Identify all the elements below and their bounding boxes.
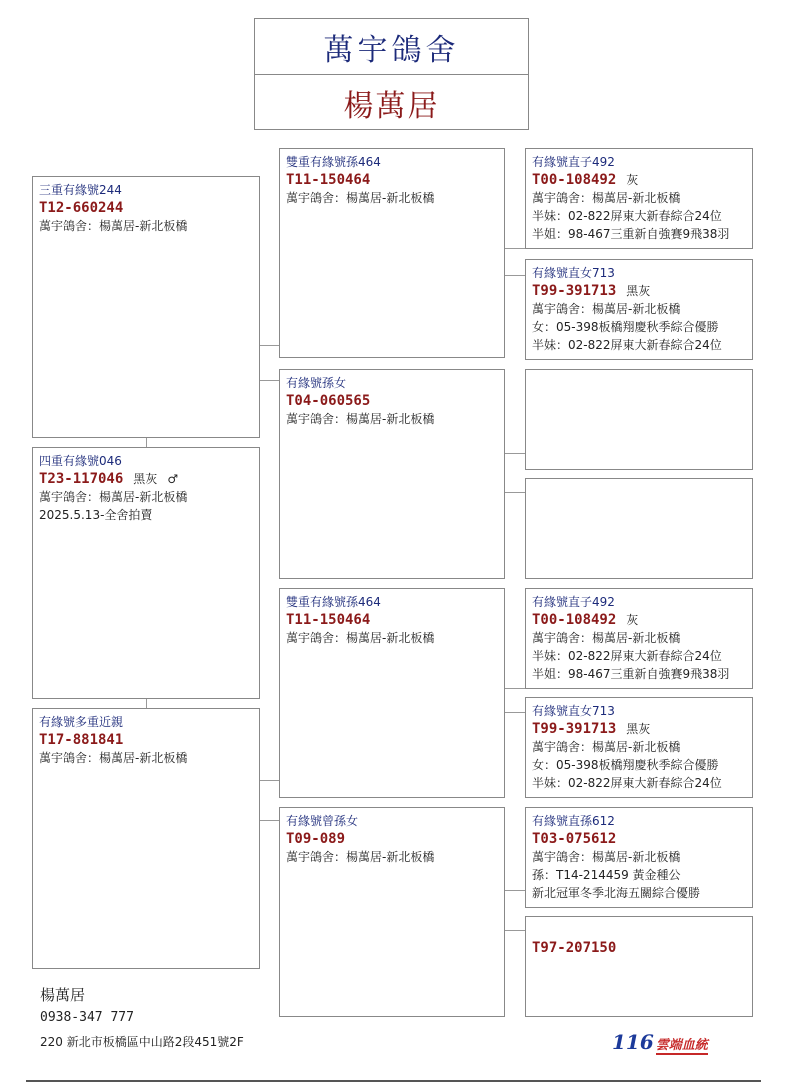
ring-number: T04-060565 [286,393,371,409]
bird-info-line: 萬宇鴿舍：楊萬居-新北板橋 [286,191,435,205]
connector [260,380,280,381]
footer-address: 220 新北市板橋區中山路2段451號2F [40,1035,244,1049]
bird-info-line: 半妹：02-822屏東大新春綜合24位 [532,776,722,790]
pedigree-card-gen2 [279,807,505,1017]
ring-number: T03-075612 [532,831,617,847]
bottom-divider [26,1080,761,1082]
footer-owner-name: 楊萬居 [40,986,86,1004]
pedigree-card-gen2 [279,588,505,798]
bird-color: 灰 [626,613,639,627]
bird-color: 黑灰 [133,472,158,486]
bird-info-line: 半妹：02-822屏東大新春綜合24位 [532,649,722,663]
bird-info-line: 萬宇鴿舍：楊萬居-新北板橋 [532,302,681,316]
bird-info-line: 萬宇鴿舍：楊萬居-新北板橋 [286,850,435,864]
bird-info-line: 半姐：98-467三重新自強賽9飛38羽 [532,227,730,241]
connector [505,275,525,276]
bird-title: 四重有緣號046 [39,454,122,468]
ring-line [532,282,746,300]
bird-title: 有緣號直子492 [532,595,615,609]
ring-number: T23-117046 [39,471,124,487]
pedigree-card-gen3 [525,697,753,798]
bird-info-line: 孫：T14-214459 黃金種公 [532,868,681,882]
pedigree-card-gen3-empty [525,369,753,470]
ring-number: T09-089 [286,831,346,847]
bird-info-line: 萬宇鴿舍：楊萬居-新北板橋 [286,631,435,645]
pedigree-card-gen3 [525,588,753,689]
connector [146,698,147,708]
ring-number: T99-391713 [532,283,617,299]
bird-title: 有緣號直孫612 [532,814,615,828]
connector [505,712,525,713]
ring-number: T99-391713 [532,721,617,737]
pedigree-card-gen2 [279,369,505,579]
bird-title: 有緣號多重近親 [39,715,124,729]
bird-info-line: 女：05-398板橋翔慶秋季綜合優勝 [532,758,719,772]
bird-info-line: 萬宇鴿舍：楊萬居-新北板橋 [532,850,681,864]
ring-line [39,470,253,488]
pedigree-card-gen3-empty [525,478,753,579]
bird-info-line: 2025.5.13-全舍拍賣 [39,508,153,522]
ring-number: T11-150464 [286,612,371,628]
cloud-pedigree-logo [612,1030,708,1055]
bird-info-line: 萬宇鴿舍：楊萬居-新北板橋 [39,751,188,765]
loft-name: 萬宇鴿舍 [255,19,528,75]
male-icon: ♂ [167,472,179,486]
bird-title: 三重有緣號244 [39,183,122,197]
bird-title: 有緣號直子492 [532,155,615,169]
bird-info-line: 萬宇鴿舍：楊萬居-新北板橋 [39,490,188,504]
pedigree-card-gen3 [525,916,753,1017]
bird-info-line: 萬宇鴿舍：楊萬居-新北板橋 [39,219,188,233]
bird-info-line: 半妹：02-822屏東大新春綜合24位 [532,209,722,223]
connector [505,890,525,891]
bird-title: 有緣號直女713 [532,704,615,718]
ring-line [532,611,746,629]
pedigree-card-sire [32,176,260,438]
pedigree-card-subject [32,447,260,699]
bird-color: 黑灰 [626,722,651,736]
bird-info-line: 萬宇鴿舍：楊萬居-新北板橋 [286,412,435,426]
ring-line [532,171,746,189]
logo-text: 雲端血統 [656,1034,708,1055]
pedigree-card-gen3 [525,148,753,249]
ring-number: T00-108492 [532,172,617,188]
ring-number: T12-660244 [39,200,124,216]
connector [505,492,525,493]
pedigree-card-dam [32,708,260,969]
connector [146,437,147,447]
logo-number: 116 [612,1030,654,1054]
header-box [254,18,529,130]
bird-title: 有緣號曾孫女 [286,814,359,828]
bird-info-line: 半妹：02-822屏東大新春綜合24位 [532,338,722,352]
bird-title: 有緣號直女713 [532,266,615,280]
footer-phone: 0938-347 777 [40,1010,134,1025]
bird-info-line: 半姐：98-467三重新自強賽9飛38羽 [532,667,730,681]
bird-info-line: 萬宇鴿舍：楊萬居-新北板橋 [532,740,681,754]
bird-info-line: 新北冠軍冬季北海五關綜合優勝 [532,886,701,900]
ring-number: T17-881841 [39,732,124,748]
bird-title: 雙重有緣號孫464 [286,595,381,609]
connector [260,345,280,346]
pedigree-card-gen2 [279,148,505,358]
bird-title: 雙重有緣號孫464 [286,155,381,169]
bird-color: 灰 [626,173,639,187]
connector [260,820,280,821]
pedigree-card-gen3 [525,807,753,908]
bird-info-line: 女：05-398板橋翔慶秋季綜合優勝 [532,320,719,334]
pedigree-card-gen3 [525,259,753,360]
connector [505,688,525,689]
bird-info-line: 萬宇鴿舍：楊萬居-新北板橋 [532,191,681,205]
owner-name: 楊萬居 [343,88,440,124]
ring-line [532,720,746,738]
connector [505,453,525,454]
connector [505,930,525,931]
ring-number: T97-207150 [532,940,617,956]
bird-title: 有緣號孫女 [286,376,347,390]
ring-number: T11-150464 [286,172,371,188]
bird-color: 黑灰 [626,284,651,298]
connector [505,248,525,249]
bird-info-line: 萬宇鴿舍：楊萬居-新北板橋 [532,631,681,645]
connector [260,780,280,781]
ring-number: T00-108492 [532,612,617,628]
